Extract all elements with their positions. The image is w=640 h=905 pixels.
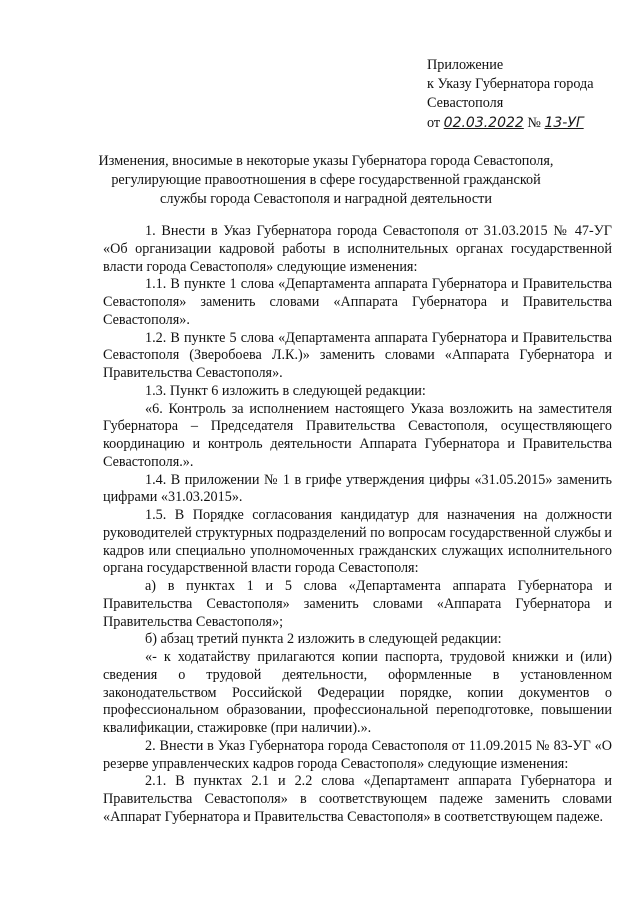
paragraph: а) в пунктах 1 и 5 слова «Департамента аппарата Губернатора и Правительства Севастополя» заменить словами «Аппарата Губернатора и Правительства Севастополя»; bbox=[103, 578, 612, 630]
paragraph: 1.3. Пункт 6 изложить в следующей редакции: bbox=[145, 382, 426, 399]
appendix-label: Приложение bbox=[427, 57, 504, 73]
paragraph: 1.2. В пункте 5 слова «Департамента аппарата Губернатора и Правительства Севастополя (Зверобоева Л.К.)» заменить словами «Аппарата Губернатора и Правительства Севастополя». bbox=[103, 329, 612, 381]
appendix-date-line bbox=[427, 114, 627, 133]
title-line: службы города Севастополя и наградной деятельности bbox=[160, 191, 492, 208]
paragraph: 2.1. В пунктах 2.1 и 2.2 слова «Департамент аппарата Губернатора и Правительства Севастополя» в соответствующем падеже заменить словами «Аппарат Губернатора и Правительства Севастополя» в соответствующем падеже. bbox=[103, 773, 612, 825]
title-line: Изменения, вносимые в некоторые указы Губернатора города Севастополя, bbox=[98, 153, 554, 169]
title-line: регулирующие правоотношения в сфере государственной гражданской bbox=[111, 172, 541, 189]
paragraph: б) абзац третий пункта 2 изложить в следующей редакции: bbox=[145, 631, 502, 648]
appendix-city: Севастополя bbox=[427, 95, 504, 112]
paragraph: 1. Внести в Указ Губернатора города Севастополя от 31.03.2015 № 47-УГ «Об организации кадровой работы в исполнительных органах государственной власти города Севастополя» следующие изменения: bbox=[103, 223, 612, 275]
paragraph: «- к ходатайству прилагаются копии паспорта, трудовой книжки и (или) сведения о трудовой деятельности, оформленные в установленном законодательством Российской Федерации порядке, копии документов о профессиональном образовании, профессиональной переподготовке, повышении квалификации, стажировке (при наличии).». bbox=[103, 649, 612, 736]
appendix-decree-ref: к Указу Губернатора города bbox=[427, 76, 594, 93]
paragraph: 2. Внести в Указ Губернатора города Севастополя от 11.09.2015 № 83-УГ «О резерве управленческих кадров города Севастополя» следующие изменения: bbox=[103, 737, 612, 772]
handwritten-number: 13-УГ bbox=[544, 114, 584, 131]
paragraph: 1.1. В пункте 1 слова «Департамента аппарата Губернатора и Правительства Севастополя» заменить словами «Аппарата Губернатора и Правительства Севастополя». bbox=[103, 276, 612, 328]
document-title bbox=[40, 152, 612, 210]
paragraph: 1.4. В приложении № 1 в грифе утверждения цифры «31.05.2015» заменить цифрами «31.03.2015». bbox=[103, 471, 612, 506]
appendix-header bbox=[427, 56, 627, 133]
paragraph: 1.5. В Порядке согласования кандидатур для назначения на должности руководителей структурных подразделений по вопросам государственной службы и кадров или специально уполномоченных гражданских служащих исполнительного органа государственной власти города Севастополя: bbox=[103, 507, 612, 577]
handwritten-date: 02.03.2022 bbox=[443, 114, 524, 131]
number-prefix: № bbox=[527, 114, 541, 131]
date-prefix: от bbox=[427, 114, 441, 131]
paragraph: «6. Контроль за исполнением настоящего Указа возложить на заместителя Губернатора – Председателя Правительства Севастополя, осуществляющего координацию и контроль деятельности Аппарата Губернатора и Правительства Севастополя.». bbox=[103, 400, 612, 470]
document-body bbox=[103, 223, 612, 827]
